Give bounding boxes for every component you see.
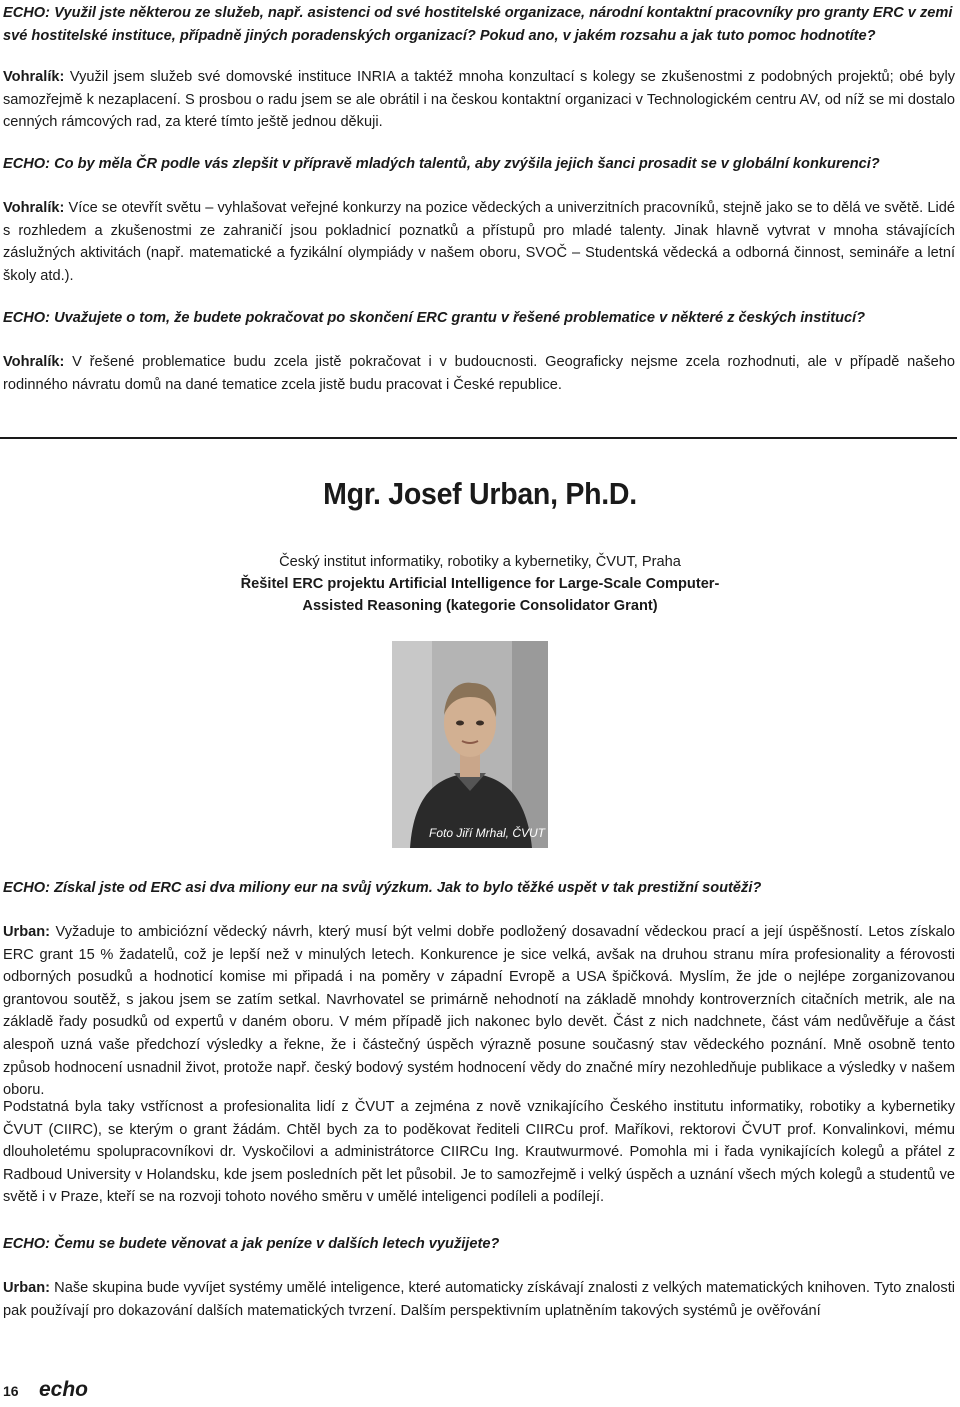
profile-role-line-1: Řešitel ERC projektu Artificial Intelligence for Large-Scale Computer- bbox=[240, 576, 720, 592]
answer-6-text: Naše skupina bude vyvíjet systémy umělé inteligence, které automaticky získávají znalosti z velkých matematických knihoven. Tyto znalosti pak používají pro dokazování dalších matematických tvrzení. Dalším perspektivním uplatněním takových systémů je ověřování bbox=[3, 1280, 955, 1319]
speaker-label: Urban: bbox=[3, 1280, 51, 1296]
page-number: 16 bbox=[3, 1383, 19, 1399]
svg-text:echo: echo bbox=[39, 1378, 89, 1401]
profile-name: Mgr. Josef Urban, Ph.D. bbox=[323, 476, 637, 511]
portrait-illustration bbox=[392, 641, 548, 848]
speaker-label: Vohralík: bbox=[3, 354, 65, 370]
answer-3 bbox=[3, 351, 955, 396]
profile-affiliation: Český institut informatiky, robotiky a kybernetiky, ČVUT, Praha bbox=[279, 554, 681, 570]
speaker-label: Vohralík: bbox=[3, 69, 65, 85]
question-4: ECHO: Získal jste od ERC asi dva miliony eur na svůj výzkum. Jak to bylo těžké uspět v tak prestižní soutěži? bbox=[3, 880, 762, 896]
photo-credit: Foto Jiří Mrhal, ČVUT bbox=[429, 826, 546, 840]
paragraph-5: Podstatná byla taky vstřícnost a profesionalita lidí z ČVUT a zejména z nově vznikajícího Českého institutu informatiky, robotiky a kybernetiky ČVUT (CIIRC), se kterým o grant žádám. Chtěl bych za to poděkovat řediteli CIIRCu prof. Maříkovi, rektorovi ČVUT prof. Konvalinkovi, mému dlouholetému spolupracovníkovi dr. Vyskočilovi a administrátorce CIIRCu Ing. Krautwurmové. Pomohla mi i řada vynikajících kolegů a přátel z Radboud University v Holandsku, kde jsem posledních pět let působil. Je to samozřejmě i velký úspěch a uznání všech mých kolegů a studentů ve světě i v Praze, kteří se na rozvoji tohoto nového směru v umělé inteligenci podíleli a podílejí. bbox=[3, 1099, 955, 1206]
echo-logo bbox=[38, 1376, 89, 1402]
question-6: ECHO: Čemu se budete věnovat a jak peníze v dalších letech využijete? bbox=[3, 1236, 500, 1252]
answer-2 bbox=[3, 197, 955, 287]
question-3: ECHO: Uvažujete o tom, že budete pokračovat po skončení ERC grantu v řešené problematice v některé z českých institucí? bbox=[3, 310, 866, 326]
answer-4-text: Vyžaduje to ambiciózní vědecký návrh, který musí být velmi dobře podložený dosavadní vědeckou prací a její úspěšností. Letos získalo ERC grant 15 % žadatelů, což je lepší než v minulých letech. Konkurence je sice velká, avšak na druhou stranu míra profesionality a férovosti odborných posudků a hodnoticí komise mi připadá i na poměry v západní Evropě a USA špičková. Myslím, že jde o nejlépe zorganizovanou grantovou soutěž, s jakou jsem se zatím setkal. Navrhovatel se primárně nehodnotí na základě mnohdy kontroverzních citačních metrik, ale na základě řady posudků od expertů v daném oboru. V mém případě jich nakonec bylo devět. Část z nich nadchnete, část vám nedůvěřuje a část alespoň uzná vaše předchozí výsledky a řekne, že i částečný úspěch výrazně posune současný stav vědeckého poznání. Mně osobně tento způsob hodnocení usnadnil život, protože např. český bodový systém hodnocení vědy do značné míry nezohledňuje publikace a výsledky v našem oboru. bbox=[3, 924, 955, 1099]
answer-4 bbox=[3, 921, 955, 1102]
answer-2-text: Více se otevřít světu – vyhlašovat veřejné konkurzy na pozice vědeckých a univerzitních pracovníků, stejně jako se to dělá ve světě. Lidé s rozhledem a zkušenostmi ze zahraničí jsou pokladnicí poznatků a přístupů pro mladé talenty. Jinak hlavně vytvrat v mnoha stávajících záslužných aktivitách (např. matematické a fyzikální olympiády v našem oboru, SVOČ – Studentská vědecká a odborná činnost, semináře a letní školy atd.). bbox=[3, 200, 955, 284]
answer-3-text: V řešené problematice budu zcela jistě pokračovat i v budoucnosti. Geograficky nejsme zcela rozhodnuti, ale v případě našeho rodinného návratu domů na dané tematice zcela jistě budu pracovat i České republice. bbox=[3, 354, 955, 393]
echo-logo-mark bbox=[38, 1376, 89, 1402]
portrait-photo bbox=[392, 641, 548, 848]
profile-role-line-2: Assisted Reasoning (kategorie Consolidator Grant) bbox=[302, 598, 658, 614]
answer-1 bbox=[3, 66, 955, 134]
speaker-label: Urban: bbox=[3, 924, 51, 940]
question-2: ECHO: Co by měla ČR podle vás zlepšit v přípravě mladých talentů, aby zvýšila jejich šanci prosadit se v globální konkurenci? bbox=[3, 156, 880, 172]
answer-1-text: Využil jsem služeb své domovské instituce INRIA a taktéž mnoha konzultací s kolegy se zkušenostmi z podobných projektů; obé byly samozřejmě k nezaplacení. S prosbou o radu jsem se ale obrátil i na českou kontaktní organizaci v Technologickém centru AV, od níž se mi dostalo cenných rámcových rad, za které tímto ještě jednou děkuji. bbox=[3, 69, 955, 131]
question-1: ECHO: Využil jste některou ze služeb, např. asistenci od své hostitelské organizace, národní kontaktní pracovníky pro granty ERC v zemi své hostitelské instituce, případně jiných poradenských organizací? Pokud ano, v jakém rozsahu a jak tuto pomoc hodnotíte? bbox=[3, 5, 953, 44]
speaker-label: Vohralík: bbox=[3, 200, 65, 216]
section-divider bbox=[0, 437, 957, 439]
answer-6 bbox=[3, 1277, 955, 1322]
